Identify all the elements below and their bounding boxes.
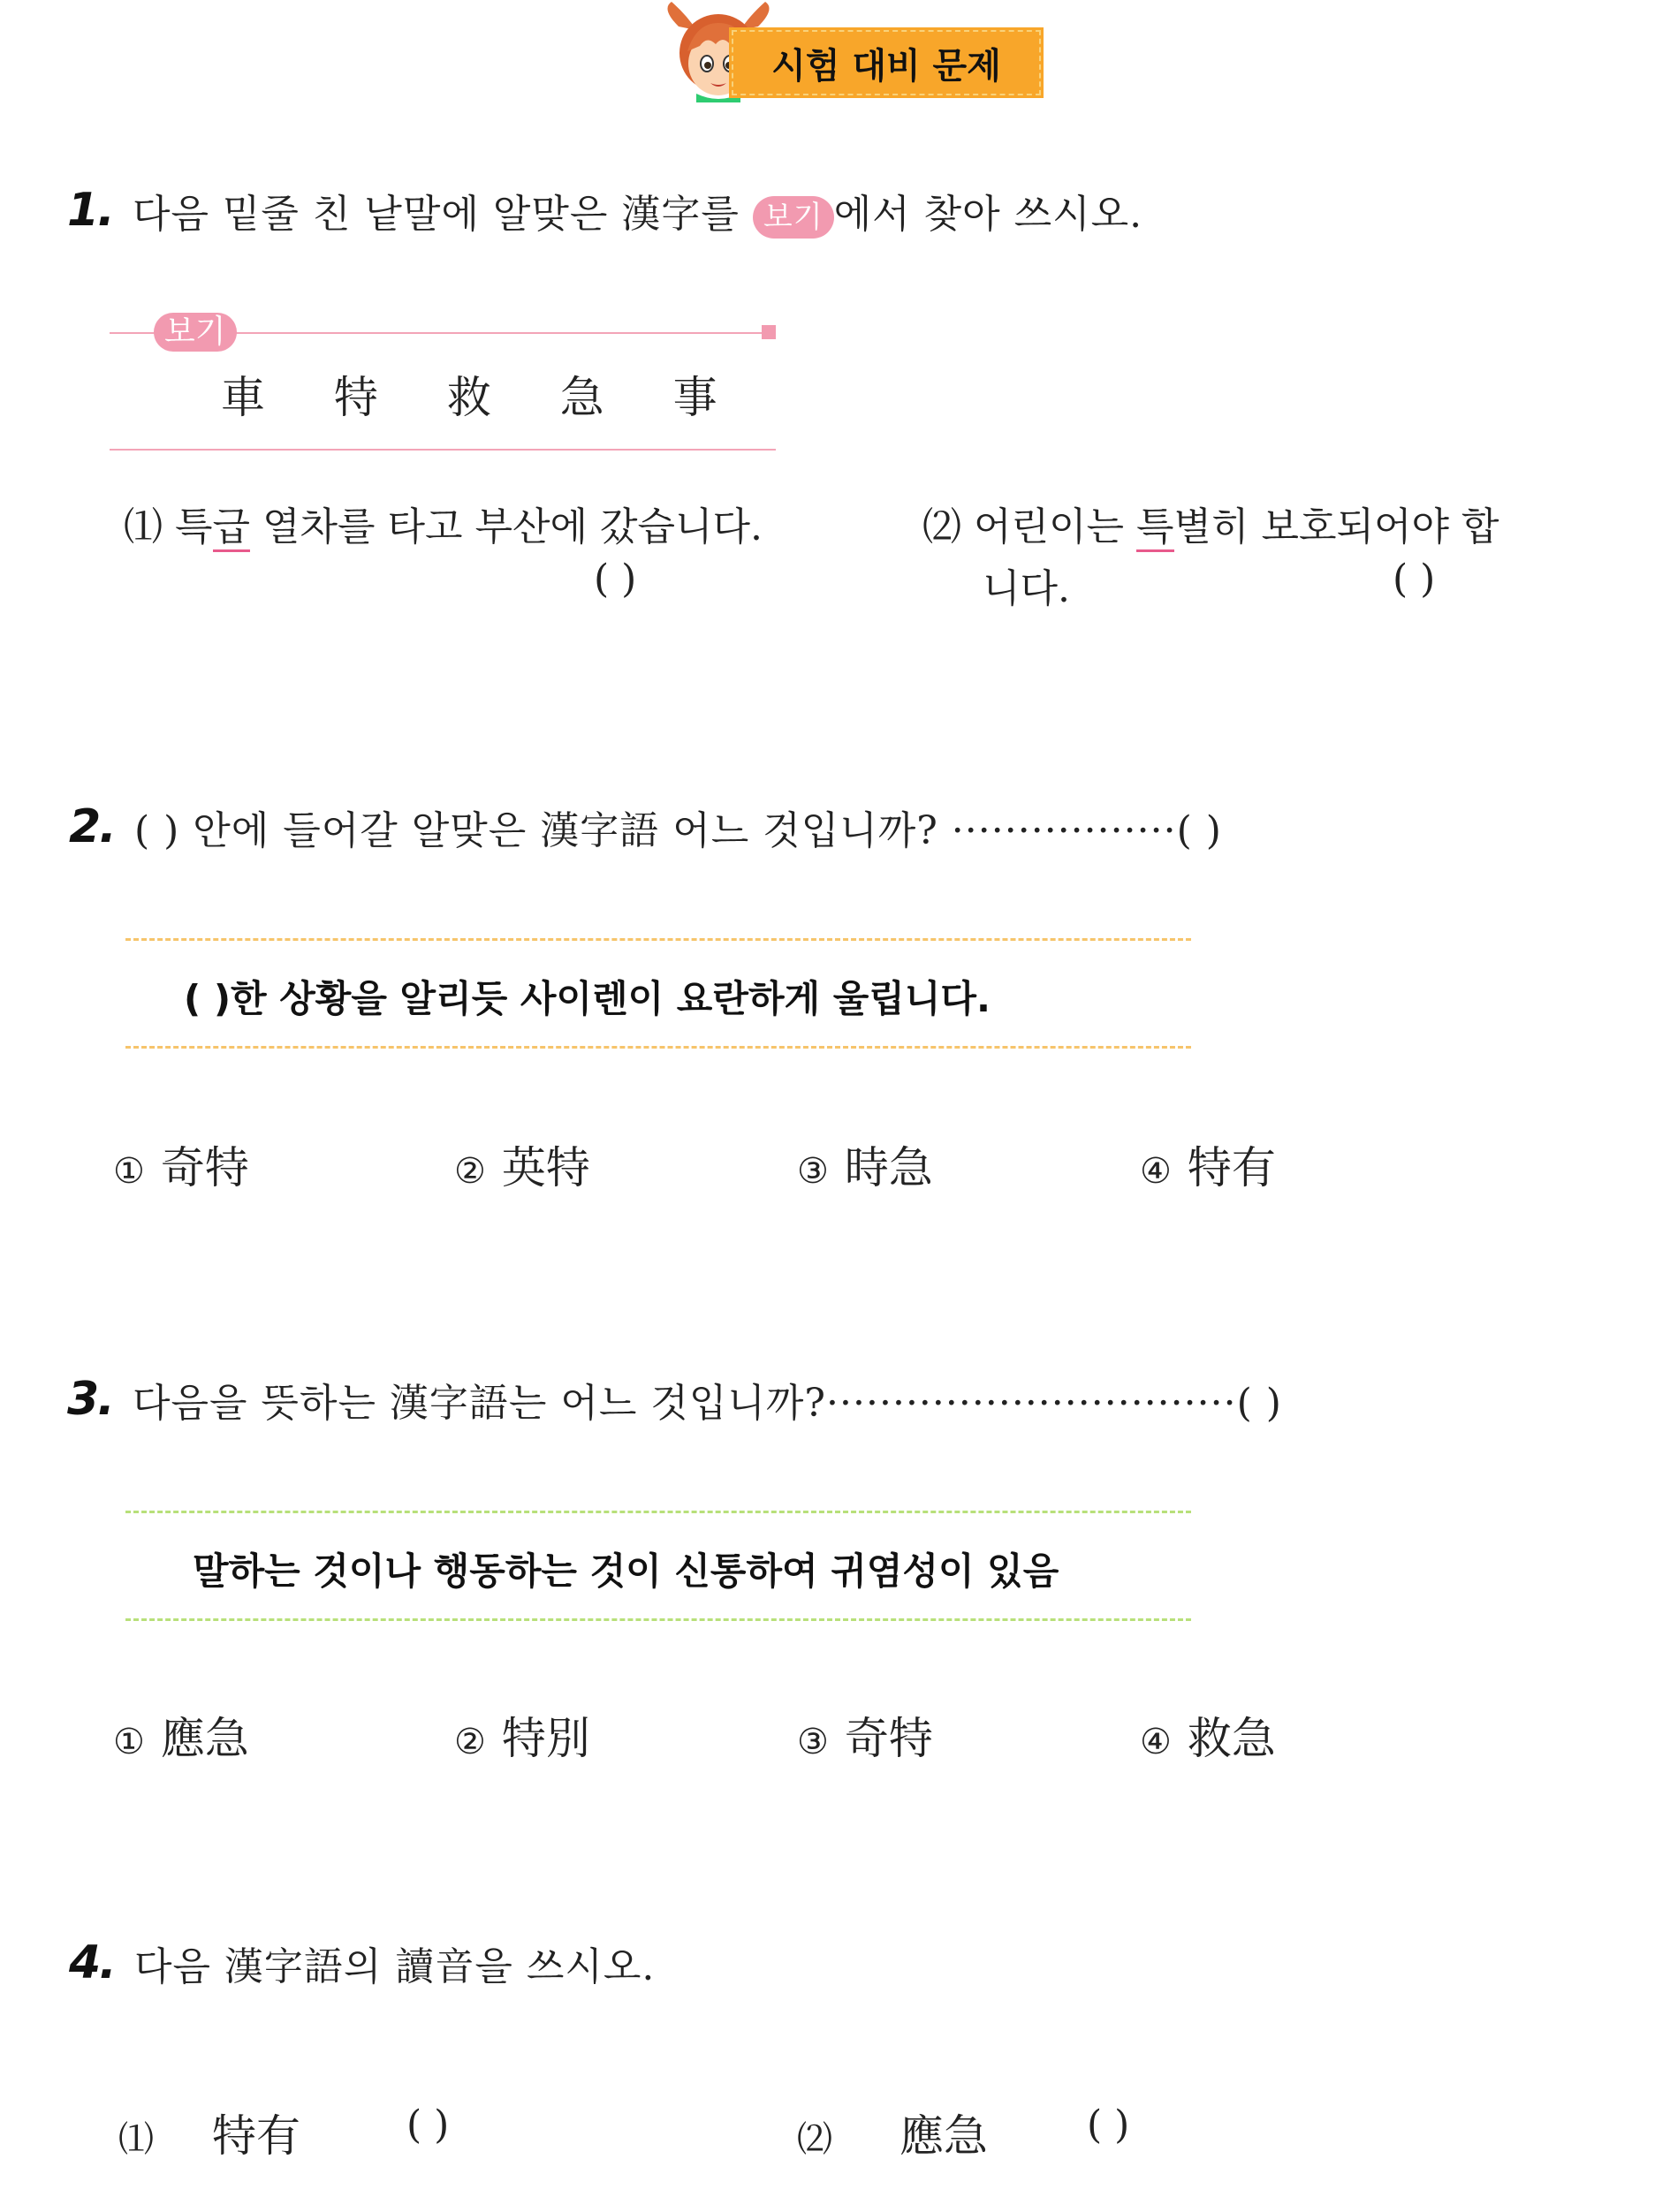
q1-item-1 <box>124 495 763 551</box>
question-3 <box>67 1371 1282 1428</box>
question-text: ( ) 안에 들어갈 알맞은 漢字語 어느 것입니까? ·················( ) <box>133 808 1222 853</box>
q3-sentence: 말하는 것이나 행동하는 것이 신통하여 귀염성이 있음 <box>193 1549 1059 1593</box>
item-word: 應急 <box>900 2110 988 2162</box>
item-text-post: 별히 보호되어야 합 <box>1173 504 1499 549</box>
q4-answer-2[interactable]: ( ) <box>1087 2102 1130 2148</box>
question-text-before: 다음 밑줄 친 낱말에 알맞은 漢字를 <box>132 192 753 237</box>
box-bottom-divider <box>125 1046 1191 1049</box>
q2-choice-1[interactable] <box>113 1133 249 1196</box>
choice-text: 時急 <box>844 1142 933 1193</box>
q3-choice-2[interactable] <box>454 1703 590 1767</box>
choice-mark: ② <box>454 1722 486 1762</box>
box-bottom-divider <box>125 1618 1191 1621</box>
item-number: ⑴ <box>124 504 163 549</box>
item-number: ⑴ <box>118 2119 154 2160</box>
q3-choice-4[interactable] <box>1140 1703 1276 1767</box>
choice-mark: ④ <box>1140 1151 1172 1192</box>
header-title: 시험 대비 문제 <box>732 30 1041 95</box>
choice-text: 特別 <box>501 1713 590 1764</box>
question-2 <box>69 799 1222 855</box>
q2-choice-4[interactable] <box>1140 1133 1276 1196</box>
choice-mark: ④ <box>1140 1722 1172 1762</box>
choice-mark: ③ <box>797 1151 829 1192</box>
question-number: 4. <box>69 1936 115 1989</box>
bogi-hanja: 事 <box>672 372 717 423</box>
item-number: ⑵ <box>922 504 961 549</box>
choice-mark: ③ <box>797 1722 829 1762</box>
bogi-hanja: 車 <box>221 372 265 423</box>
underlined-word: 특 <box>1136 504 1174 552</box>
question-text: 다음을 뜻하는 漢字語는 어느 것입니까?·······························( ) <box>132 1381 1282 1426</box>
question-1 <box>67 182 1142 239</box>
question-4 <box>69 1935 655 1991</box>
bogi-hanja: 救 <box>446 372 491 423</box>
bogi-bottom-line <box>110 449 776 451</box>
item-number: ⑵ <box>797 2119 832 2160</box>
choice-text: 奇特 <box>160 1142 249 1193</box>
question-number: 1. <box>67 184 113 237</box>
bogi-line-end <box>762 325 776 339</box>
question-text: 다음 漢字語의 讀音을 쓰시오. <box>133 1944 656 1989</box>
item-text-post: 열차를 타고 부산에 갔습니다. <box>250 504 763 549</box>
q4-item-2 <box>797 2101 988 2164</box>
q3-choice-3[interactable] <box>797 1703 933 1767</box>
choice-text: 應急 <box>160 1713 249 1764</box>
bogi-hanja: 急 <box>559 372 604 423</box>
bogi-box-label: 보기 <box>154 313 237 352</box>
q4-answer-1[interactable]: ( ) <box>406 2102 450 2148</box>
q2-choice-2[interactable] <box>454 1133 590 1196</box>
item-text-pre: 특 <box>163 504 213 549</box>
header-badge <box>661 0 1059 102</box>
question-text-after: 에서 찾아 쓰시오. <box>833 192 1143 237</box>
choice-text: 奇特 <box>844 1713 933 1764</box>
question-number: 3. <box>67 1373 113 1426</box>
item-text-pre: 어린이는 <box>961 504 1136 549</box>
bogi-hanja: 特 <box>333 372 378 423</box>
q1-item-2-line2: 니다. <box>983 566 1070 611</box>
choice-text: 英特 <box>501 1142 590 1193</box>
question-number: 2. <box>69 800 115 853</box>
box-top-divider <box>125 938 1191 941</box>
q1-answer-1[interactable]: ( ) <box>594 557 637 602</box>
choice-mark: ① <box>113 1722 145 1762</box>
bogi-pill: 보기 <box>753 196 834 239</box>
choice-mark: ① <box>113 1151 145 1192</box>
underlined-word: 급 <box>213 504 251 552</box>
box-top-divider <box>125 1511 1191 1513</box>
question-text <box>133 182 1142 239</box>
choice-text: 特有 <box>1187 1142 1276 1193</box>
q2-sentence: ( )한 상황을 알리듯 사이렌이 요란하게 울립니다. <box>184 977 991 1020</box>
choice-text: 救急 <box>1187 1713 1276 1764</box>
item-word: 特有 <box>212 2110 300 2162</box>
q3-choice-1[interactable] <box>113 1703 249 1767</box>
q1-item-2 <box>922 495 1499 551</box>
q2-choice-3[interactable] <box>797 1133 933 1196</box>
q4-item-1 <box>118 2101 300 2164</box>
bogi-hanja-row <box>221 362 717 426</box>
q1-answer-2[interactable]: ( ) <box>1393 557 1436 602</box>
choice-mark: ② <box>454 1151 486 1192</box>
